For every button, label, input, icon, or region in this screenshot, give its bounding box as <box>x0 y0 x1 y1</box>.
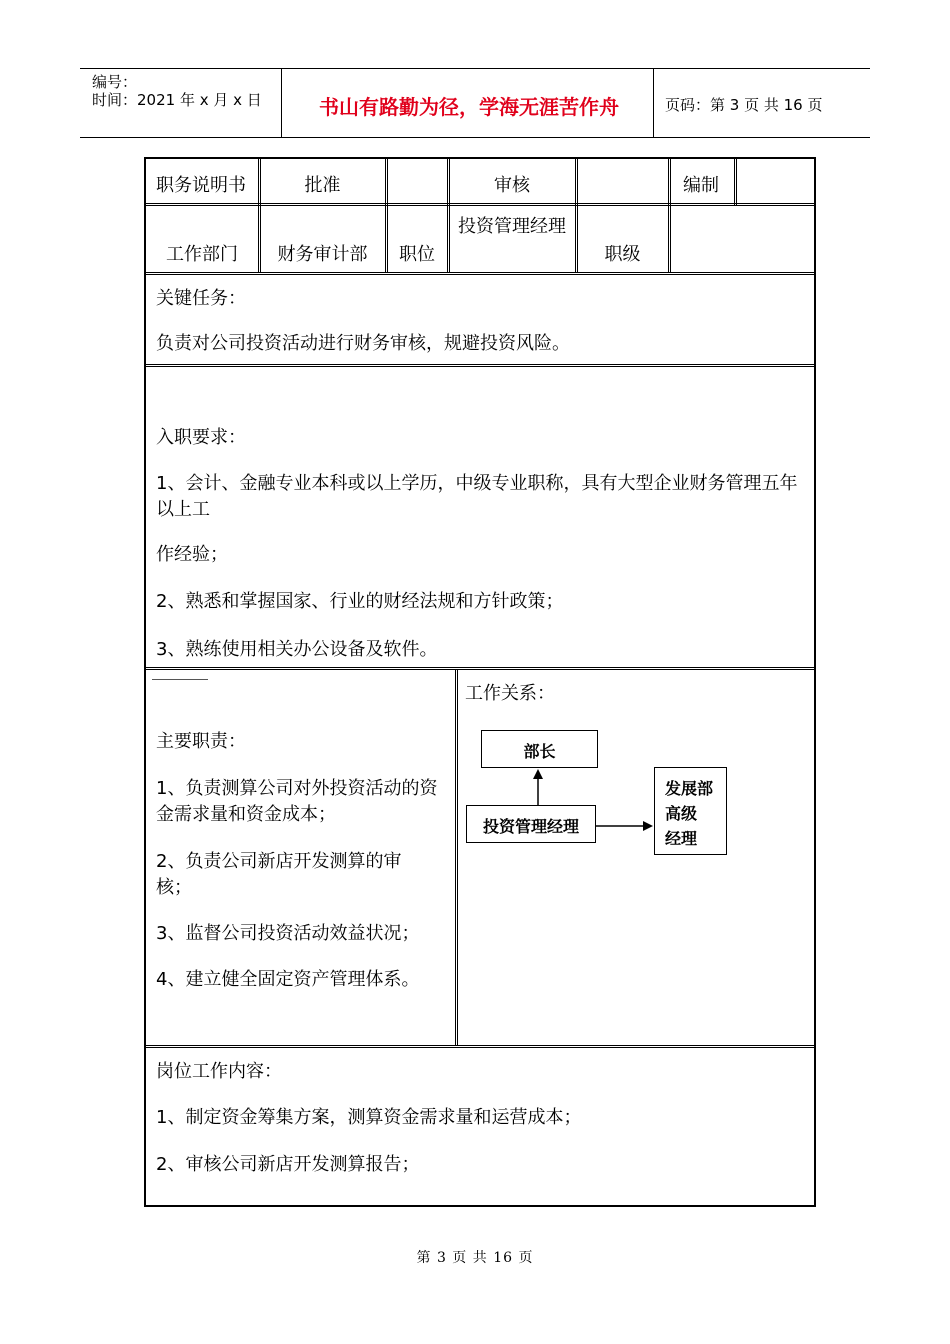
requirement-item: 3、熟练使用相关办公设备及软件。 <box>156 639 438 660</box>
relations-arrows <box>146 159 814 1205</box>
key-tasks-text: 负责对公司投资活动进行财务审核，规避投资风险。 <box>156 333 570 354</box>
duties-label: 主要职责： <box>156 731 246 752</box>
requirement-item: 1、会计、金融专业本科或以上学历，中级专业职称，具有大型企业财务管理五年以上工 <box>156 473 798 520</box>
approve-label: 批准 <box>304 175 341 196</box>
header-motto: 书山有路勤为径，学海无涯苦作舟 <box>319 95 619 119</box>
compile-label: 编制 <box>683 175 719 196</box>
header-page-info: 页码：第 3 页 共 16 页 <box>665 96 823 114</box>
header-divider-left <box>281 69 282 137</box>
requirement-item: 作经验； <box>156 544 228 565</box>
grade-label: 职级 <box>604 244 641 265</box>
peer-box-line2: 高级 <box>665 804 698 823</box>
arrow-right-head <box>643 821 653 831</box>
form-title: 职务说明书 <box>156 175 246 196</box>
dept-label: 工作部门 <box>166 244 238 265</box>
manager-box-label: 部长 <box>523 742 556 761</box>
relations-label: 工作关系： <box>465 683 555 704</box>
job-description-table <box>144 157 816 1207</box>
header-divider-right <box>653 69 654 137</box>
content-label: 岗位工作内容： <box>156 1061 282 1082</box>
peer-box-line1: 发展部 <box>665 779 714 798</box>
dept-value: 财务审计部 <box>277 244 368 265</box>
requirement-item: 2、熟悉和掌握国家、行业的财经法规和方针政策； <box>156 591 564 612</box>
duty-item: 1、负责测算公司对外投资活动的资金需求量和资金成本； <box>156 778 438 825</box>
duty-item: 2、负责公司新店开发测算的审核； <box>156 851 402 898</box>
duty-item: 3、监督公司投资活动效益状况； <box>156 923 420 944</box>
position-label: 职位 <box>399 244 435 265</box>
arrow-up-head <box>533 769 543 779</box>
key-tasks-label: 关键任务： <box>156 288 246 309</box>
peer-box-line3: 经理 <box>665 829 698 848</box>
content-item: 1、制定资金筹集方案，测算资金需求量和运营成本； <box>156 1107 582 1128</box>
document-date: 时间：2021 年 x 月 x 日 <box>92 91 262 109</box>
self-box-label: 投资管理经理 <box>482 817 579 836</box>
page-footer: 第 3 页 共 16 页 <box>416 1250 534 1266</box>
requirements-label: 入职要求： <box>156 427 246 448</box>
duty-item: 4、建立健全固定资产管理体系。 <box>156 969 420 990</box>
review-label: 审核 <box>494 175 530 196</box>
position-value: 投资管理经理 <box>458 216 566 237</box>
document-number-label: 编号： <box>92 73 138 91</box>
document-header <box>80 68 870 138</box>
content-item: 2、审核公司新店开发测算报告； <box>156 1154 420 1175</box>
